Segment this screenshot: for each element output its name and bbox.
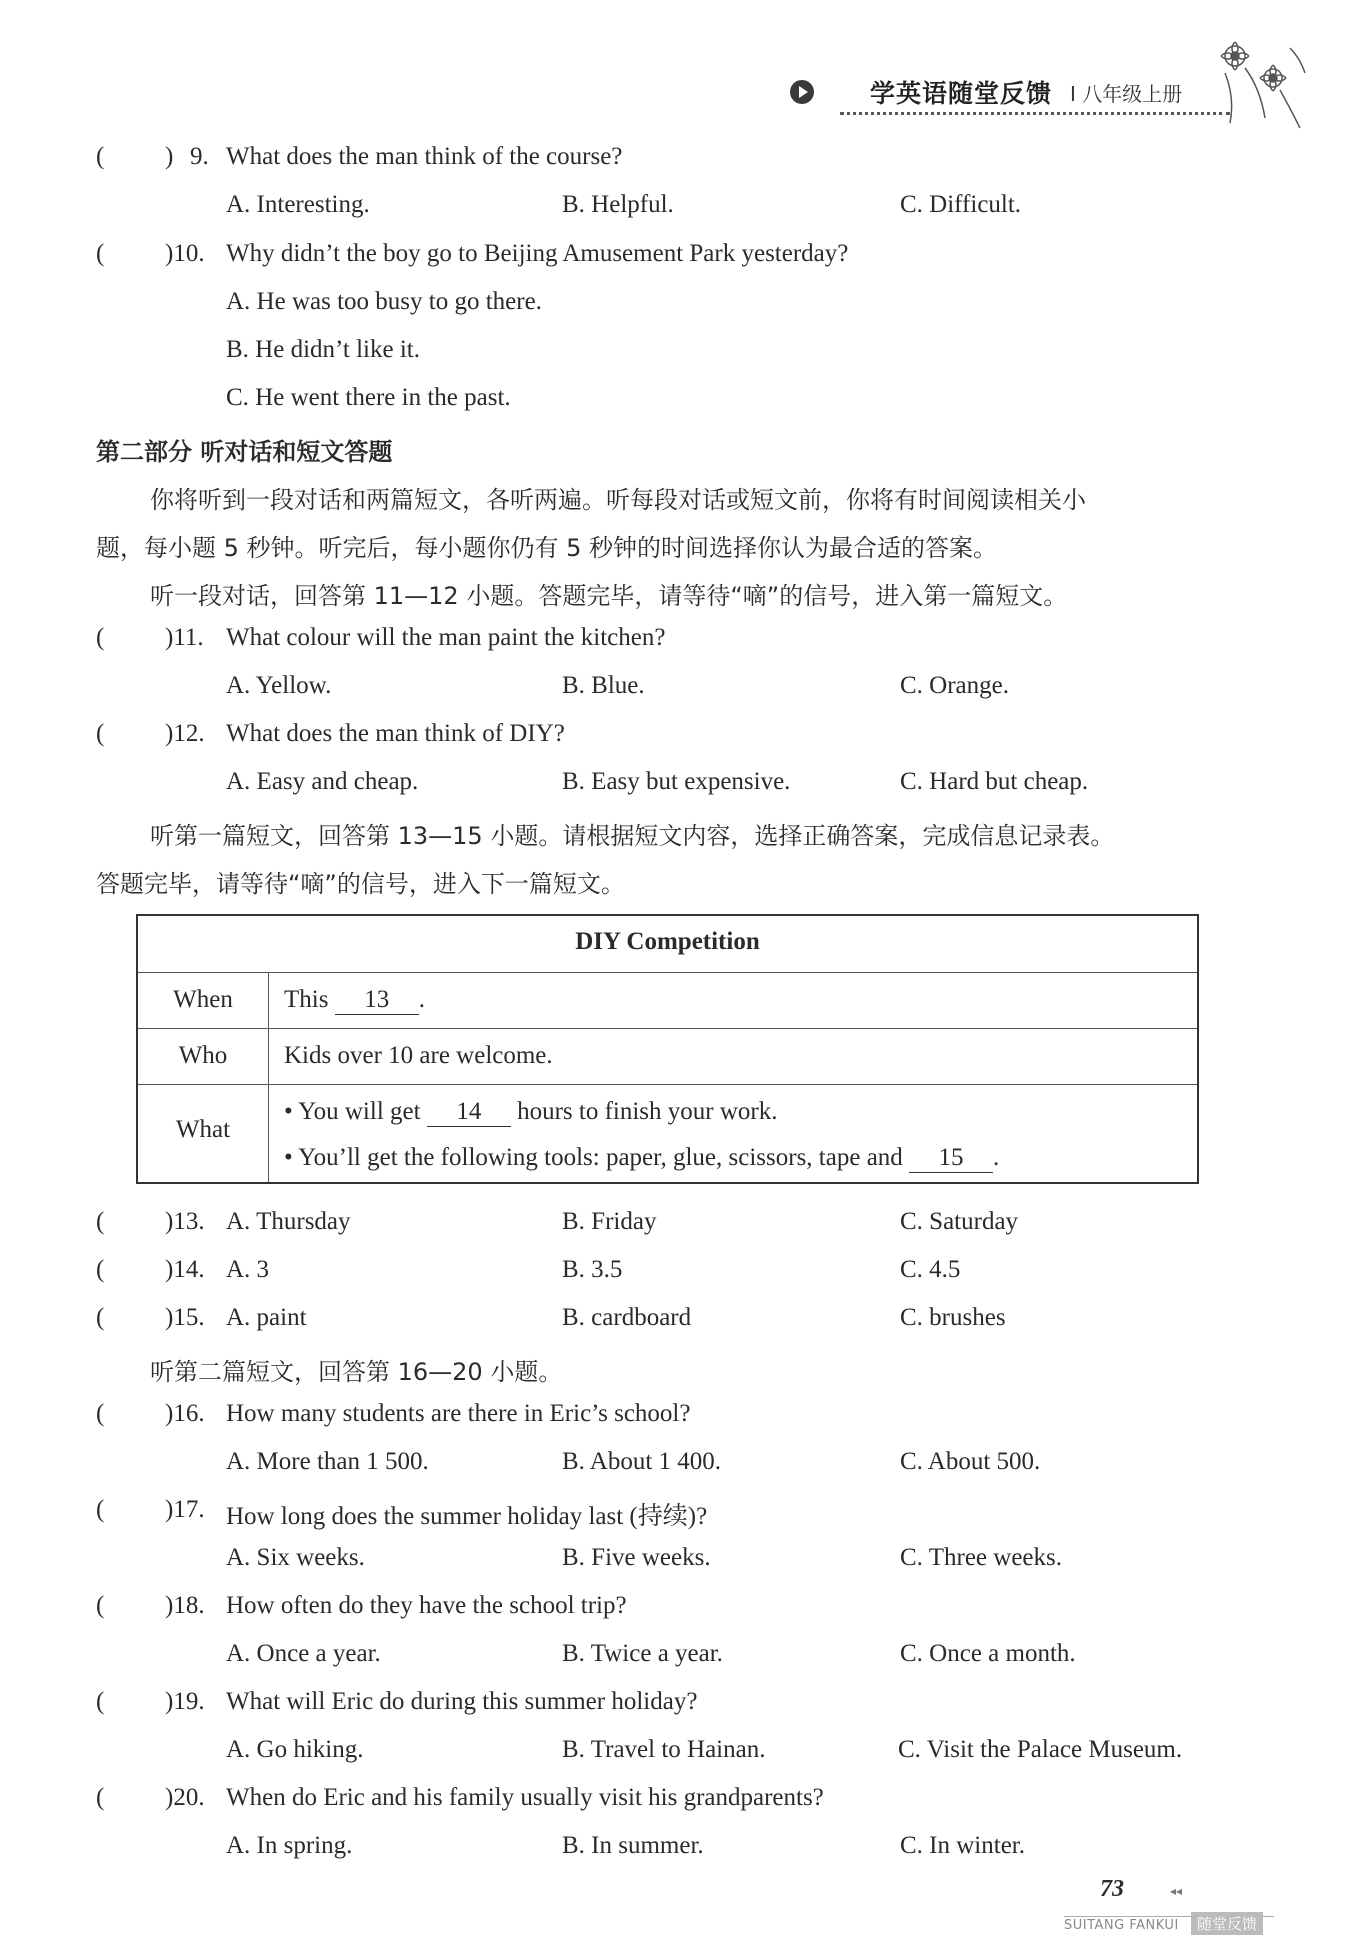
section-instructions: 听一段对话，回答第 11—12 小题。答题完毕，请等待“嘀”的信号，进入第一篇短文。 (150, 582, 1068, 610)
book-title: 学英语随堂反馈 (870, 79, 1053, 108)
answer-paren-open: ( (96, 1208, 105, 1235)
question-number: )13. (165, 1208, 205, 1235)
what-value-line-1 (284, 1098, 777, 1127)
row-label-who: Who (178, 1042, 228, 1069)
section-title: 第二部分 听对话和短文答题 (96, 438, 393, 466)
info-record-table (136, 914, 1199, 1184)
q12-option-c: C. Hard but cheap. (900, 768, 1089, 795)
q19-option-c: C. Visit the Palace Museum. (898, 1736, 1183, 1763)
when-prefix: This (284, 986, 329, 1013)
what-line2-suffix: . (993, 1144, 1000, 1171)
question-number: )20. (165, 1784, 205, 1811)
table-title: DIY Competition (575, 928, 760, 955)
q10-option-a: A. He was too busy to go there. (226, 288, 542, 315)
q12-option-b: B. Easy but expensive. (562, 768, 791, 795)
question-number: )15. (165, 1304, 205, 1331)
answer-paren-open: ( (96, 720, 105, 747)
play-circle-icon (790, 80, 814, 104)
what-line1-prefix: • You will get (284, 1098, 421, 1125)
q16-option-a: A. More than 1 500. (226, 1448, 429, 1475)
section-instructions: 听第二篇短文，回答第 16—20 小题。 (150, 1358, 563, 1386)
question-number: 9. (190, 143, 209, 170)
section-instructions: 题，每小题 5 秒钟。听完后，每小题你仍有 5 秒钟的时间选择你认为最合适的答案。 (96, 534, 998, 562)
question-16-text: How many students are there in Eric’s school? (226, 1400, 691, 1427)
blank-14[interactable]: 14 (427, 1098, 511, 1127)
q13-option-b: B. Friday (562, 1208, 657, 1235)
question-12-text: What does the man think of DIY? (226, 720, 565, 747)
when-value (284, 986, 425, 1015)
blank-15[interactable]: 15 (909, 1144, 993, 1173)
question-number: )19. (165, 1688, 205, 1715)
question-number: )16. (165, 1400, 205, 1427)
q17-option-b: B. Five weeks. (562, 1544, 711, 1571)
q16-option-b: B. About 1 400. (562, 1448, 722, 1475)
footer-brand-en: SUITANG FANKUI (1064, 1918, 1179, 1933)
when-suffix: . (418, 986, 425, 1013)
q20-option-b: B. In summer. (562, 1832, 704, 1859)
question-10-text: Why didn’t the boy go to Beijing Amusement Park yesterday? (226, 240, 849, 267)
q20-option-a: A. In spring. (226, 1832, 353, 1859)
q11-option-a: A. Yellow. (226, 672, 332, 699)
q14-option-c: C. 4.5 (900, 1256, 961, 1283)
q9-option-a: A. Interesting. (226, 191, 370, 218)
answer-paren-close: ) (165, 143, 174, 170)
q11-option-c: C. Orange. (900, 672, 1009, 699)
question-17-text: How long does the summer holiday last (持续)? (226, 1503, 708, 1530)
what-value-line-2 (284, 1144, 999, 1173)
answer-paren-open: ( (96, 1784, 105, 1811)
q13-option-c: C. Saturday (900, 1208, 1019, 1235)
section-instructions: 听第一篇短文，回答第 13—15 小题。请根据短文内容，选择正确答案，完成信息记录表。 (150, 822, 1115, 850)
q10-option-b: B. He didn’t like it. (226, 336, 420, 363)
answer-paren-open: ( (96, 1496, 105, 1523)
q18-option-a: A. Once a year. (226, 1640, 381, 1667)
q14-option-a: A. 3 (226, 1256, 270, 1283)
q9-option-c: C. Difficult. (900, 191, 1022, 218)
question-18-text: How often do they have the school trip? (226, 1592, 627, 1619)
what-line2-prefix: • You’ll get the following tools: paper, glue, scissors, tape and (284, 1144, 903, 1171)
q14-option-b: B. 3.5 (562, 1256, 623, 1283)
question-number: )10. (165, 240, 205, 267)
who-value: Kids over 10 are welcome. (284, 1042, 553, 1069)
header-dotted-rule (840, 112, 1230, 115)
q19-option-a: A. Go hiking. (226, 1736, 364, 1763)
question-19-text: What will Eric do during this summer holiday? (226, 1688, 698, 1715)
page-number: 73 (1100, 1876, 1124, 1902)
what-line1-suffix: hours to finish your work. (517, 1098, 778, 1125)
double-arrow-left-icon: ◂◂ (1170, 1884, 1183, 1898)
q16-option-c: C. About 500. (900, 1448, 1041, 1475)
q17-option-a: A. Six weeks. (226, 1544, 365, 1571)
question-number: )14. (165, 1256, 205, 1283)
q11-option-b: B. Blue. (562, 672, 645, 699)
question-9-text: What does the man think of the course? (226, 143, 623, 170)
q15-option-b: B. cardboard (562, 1304, 692, 1331)
q19-option-b: B. Travel to Hainan. (562, 1736, 766, 1763)
q10-option-c: C. He went there in the past. (226, 384, 511, 411)
section-instructions: 你将听到一段对话和两篇短文，各听两遍。听每段对话或短文前，你将有时间阅读相关小 (150, 486, 1086, 514)
question-20-text: When do Eric and his family usually visit his grandparents? (226, 1784, 824, 1811)
book-subtitle (1070, 78, 1182, 107)
answer-paren-open: ( (96, 240, 105, 267)
answer-paren-open: ( (96, 1592, 105, 1619)
footer-brand-cn: 随堂反馈 (1191, 1912, 1263, 1935)
answer-paren-open: ( (96, 1400, 105, 1427)
grade-label: 八年级上册 (1082, 82, 1183, 106)
q20-option-c: C. In winter. (900, 1832, 1025, 1859)
answer-paren-open: ( (96, 624, 105, 651)
section-instructions: 答题完毕，请等待“嘀”的信号，进入下一篇短文。 (96, 870, 625, 898)
q15-option-c: C. brushes (900, 1304, 1006, 1331)
question-number: )11. (165, 624, 204, 651)
question-number: )18. (165, 1592, 205, 1619)
q17-option-c: C. Three weeks. (900, 1544, 1062, 1571)
blank-13[interactable]: 13 (335, 986, 419, 1015)
q15-option-a: A. paint (226, 1304, 307, 1331)
q9-option-b: B. Helpful. (562, 191, 674, 218)
q18-option-b: B. Twice a year. (562, 1640, 723, 1667)
row-label-what: What (175, 1116, 231, 1143)
question-11-text: What colour will the man paint the kitchen? (226, 624, 666, 651)
question-number: )17. (165, 1496, 205, 1523)
question-number: )12. (165, 720, 205, 747)
q13-option-a: A. Thursday (226, 1208, 351, 1235)
answer-paren-open: ( (96, 1256, 105, 1283)
answer-paren-open: ( (96, 143, 105, 170)
answer-paren-open: ( (96, 1688, 105, 1715)
page-header (790, 72, 1230, 112)
q12-option-a: A. Easy and cheap. (226, 768, 419, 795)
flower-decoration-icon (1205, 28, 1315, 138)
answer-paren-open: ( (96, 1304, 105, 1331)
header-separator: I (1070, 82, 1076, 106)
q18-option-c: C. Once a month. (900, 1640, 1076, 1667)
row-label-when: When (173, 986, 233, 1013)
